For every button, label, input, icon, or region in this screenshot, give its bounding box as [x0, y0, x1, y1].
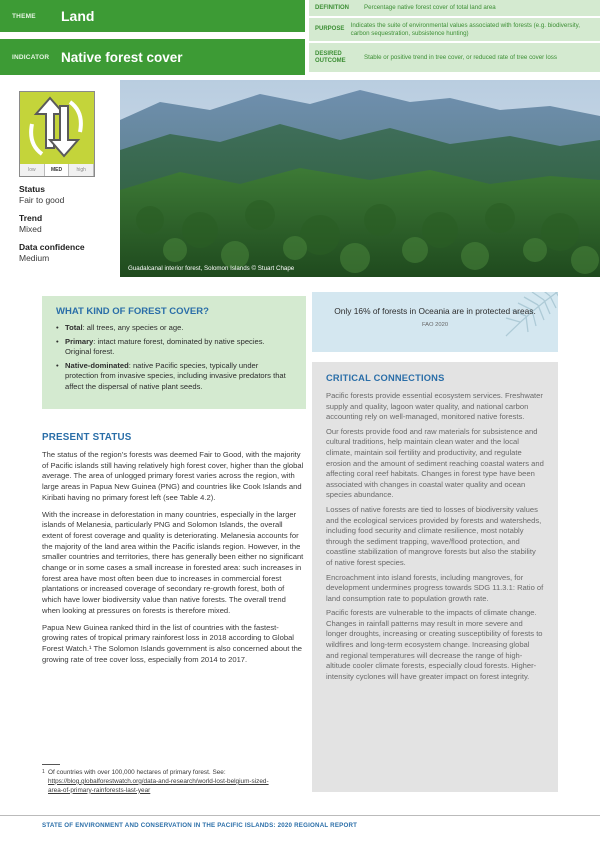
footnote-marker: 1 — [42, 769, 45, 775]
footnote-link[interactable]: https://blog.globalforestwatch.org/data-and-research/world-lost-belgium-sized-area-of-primary-rainforests-last-year — [48, 777, 269, 794]
photo-caption: Guadalcanal interior forest, Solomon Islands © Stuart Chape — [128, 265, 295, 272]
definition-row — [309, 0, 600, 16]
footer-title: STATE OF ENVIRONMENT AND CONSERVATION IN THE PACIFIC ISLANDS: 2020 REGIONAL REPORT — [42, 822, 358, 829]
paragraph: Papua New Guinea ranked third in the list of countries with the fastest-growing rates of tropical primary rainforest loss in 2018 according to Global Forest Watch.¹ The Solomon Islands government is also concerned about the growing rate of tree cover loss, especially from 2014 to 2017. — [42, 622, 303, 664]
present-status-title: PRESENT STATUS — [42, 432, 132, 443]
purpose-key: PURPOSE — [315, 26, 345, 32]
outcome-value: Stable or positive trend in tree cover, or reduced rate of tree cover loss — [364, 53, 557, 61]
definition-key: DEFINITION — [315, 4, 349, 11]
paragraph: Losses of native forests are tied to losses of biodiversity values and the ecological services provided by forests and watersheds, including food security and climate resilience, most notably through the sediment trapping, wave/flood protection, and coastline stabilization of mangrove forests but also the stability of native forest species. — [326, 504, 542, 567]
trend-arrows-icon — [20, 92, 94, 164]
term: Primary — [65, 336, 94, 346]
list-item: • Primary: intact mature forest, dominated by native species. Original forest. — [56, 336, 265, 356]
critical-connections-title: CRITICAL CONNECTIONS — [326, 373, 445, 383]
present-status-section — [42, 432, 304, 671]
palm-frond-icon — [496, 292, 558, 346]
trend-value: Mixed — [19, 224, 42, 234]
forest-cover-list — [56, 323, 292, 392]
confidence-label: Data confidence — [19, 242, 85, 252]
confidence-value: Medium — [19, 253, 50, 263]
purpose-row — [309, 18, 600, 41]
outcome-key: DESIRED OUTCOME — [315, 50, 346, 64]
status-label: Status — [19, 184, 45, 194]
paragraph: Pacific forests are vulnerable to the impacts of climate change. Changes in rainfall patterns may result in more severe and longer droughts, increasing or creating susceptibility of forests to wildfires and long-term ecosystem change. Increasing global and regional temperatures will decrease the range of high-altitude cooler climate forests, especially cloud forests. Higher-intensity cyclones will have greater impact on forest integrity. — [326, 608, 543, 681]
quote-text: Only 16% of forests in Oceania are in protected areas. — [334, 306, 536, 316]
term-text: : native Pacific species, typically under protection from invasive species, including invasive predators that affect the dispersal of native plant seeds. — [65, 360, 286, 391]
status-sidebar — [19, 184, 114, 271]
confidence-scale — [20, 164, 94, 176]
footnote-text: Of countries with over 100,000 hectares of primary forest. See: — [48, 769, 226, 776]
indicator-row — [0, 39, 305, 75]
forest-cover-box — [42, 296, 306, 409]
scale-med: MED — [45, 164, 70, 176]
theme-key: THEME — [12, 12, 36, 20]
critical-connections-box — [312, 362, 558, 792]
paragraph: The status of the region’s forests was deemed Fair to Good, with the majority of Pacific islands still having relatively high forest cover, higher than the global average. The area of unlogged primary forest varies across the region, with large areas in Papua New Guinea (PNG) and countries like Cook Islands and Kiribati having no primary forest left (see Table 4.2). — [42, 450, 304, 502]
outcome-row — [309, 43, 600, 72]
definitions-table — [309, 0, 600, 74]
term-text: : intact mature forest, dominated by native species. Original forest. — [65, 336, 265, 356]
list-item: • Total: all trees, any species or age. — [56, 323, 184, 332]
paragraph: With the increase in deforestation in many countries, especially in the larger islands of Melanesia, particularly PNG and Solomon Islands, the overall extent of forest coverage and quality is deteriorating. Melanesia accounts for the majority of the land area within the Pacific islands region. However, in the smaller countries and territories, there has generally been either no significant change or in some cases a small increase in forested area: such increases in forest area have most often been due to increases in commercial forest plantations or increased coverage of secondary re-growth forest, both of which have lower biodiversity value than native forests. The overall trend when looking at pressures on forests is therefore mixed. — [42, 509, 304, 615]
definition-value: Percentage native forest cover of total land area — [364, 4, 496, 11]
list-item: • Native-dominated: native Pacific species, typically under protection from invasive species, including invasive predators that affect the dispersal of native plant seeds. — [56, 360, 286, 391]
quote-box — [312, 292, 558, 352]
paragraph: Our forests provide food and raw materials for subsistence and cultural traditions, help maintain clean water and the local climate, maintain soil fertility and productivity, and regulate erosion and the amount of sediment reaching coastal waters and affecting coral reef habitats. Changes in forest type have been associated with changes in coastal water quality and ocean species abundance. — [326, 426, 544, 500]
forest-landscape-image — [120, 80, 600, 277]
term: Total — [65, 323, 83, 332]
scale-high: high — [69, 164, 94, 176]
indicator-key: INDICATOR — [12, 53, 50, 61]
forest-photo — [120, 80, 600, 277]
term-text: : all trees, any species or age. — [82, 323, 184, 332]
status-trend-logo — [19, 91, 95, 177]
quote-source: FAO 2020 — [421, 322, 449, 328]
forest-cover-title: WHAT KIND OF FOREST COVER? — [56, 306, 209, 317]
header-left — [0, 0, 305, 75]
indicator-value: Native forest cover — [61, 49, 183, 65]
footnote — [42, 769, 282, 795]
theme-row — [0, 0, 305, 32]
footer-rule — [0, 815, 600, 816]
trend-label: Trend — [19, 213, 43, 223]
purpose-value: Indicates the suite of environmental values associated with forests (e.g. biodiversity, carbon sequestration, subsistence hunting) — [350, 21, 580, 37]
theme-value: Land — [61, 8, 95, 24]
footnote-rule — [42, 764, 60, 765]
term: Native-dominated — [65, 360, 129, 370]
paragraph: Encroachment into island forests, including mangroves, for development undermines progress towards SDG 11.3.1: Ratio of land consumption rate to population growth rate. — [326, 572, 544, 603]
status-value: Fair to good — [19, 195, 65, 205]
paragraph: Pacific forests provide essential ecosystem services. Freshwater supply and quality, lagoon water quality, and national carbon accounting rely on well-managed, monitored native forests. — [326, 391, 543, 422]
scale-low: low — [20, 164, 45, 176]
